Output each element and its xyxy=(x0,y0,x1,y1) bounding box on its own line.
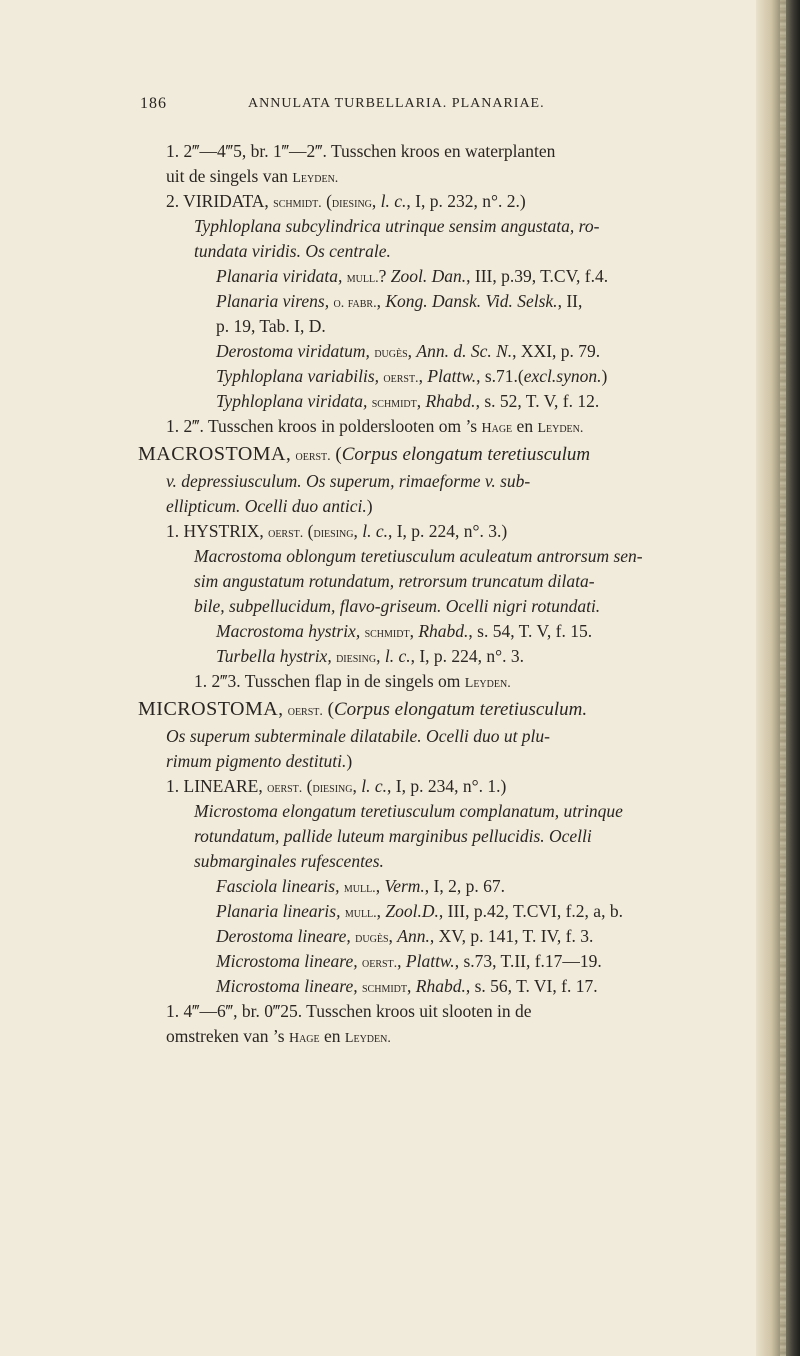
text-span: ? xyxy=(378,266,391,286)
text-span: dugès xyxy=(374,346,408,361)
text-span: 1. LINEARE, xyxy=(166,776,268,796)
text-line xyxy=(138,824,748,849)
text-span: , xyxy=(407,341,417,361)
text-span: Microstoma elongatum teretiusculum complanatum, utrinque xyxy=(194,801,623,821)
text-span: , xyxy=(371,191,381,211)
text-line xyxy=(138,849,748,874)
text-span: , xyxy=(286,444,296,465)
text-span: dugès xyxy=(355,931,389,946)
genus-heading-line xyxy=(138,439,748,469)
text-line xyxy=(138,774,748,799)
text-line xyxy=(138,139,748,164)
text-span: Microstoma lineare, xyxy=(216,976,362,996)
text-span: Os superum subterminale dilatabile. Ocelli duo ut plu- xyxy=(166,726,550,746)
text-span: ( xyxy=(321,191,332,211)
text-span: oerst. xyxy=(267,781,303,796)
text-line xyxy=(138,724,748,749)
text-span: Planaria virens, xyxy=(216,291,334,311)
text-line xyxy=(138,974,748,999)
text-span: ellipticum. Ocelli duo antici. xyxy=(166,496,367,516)
text-span: , xyxy=(388,926,398,946)
text-span: , I, p. 224, n°. 3.) xyxy=(387,521,508,541)
text-span: Rhabd. xyxy=(415,976,466,996)
body-text xyxy=(138,139,748,1049)
text-span: oerst. xyxy=(287,704,323,719)
text-line xyxy=(138,999,748,1024)
text-span: , xyxy=(407,976,416,996)
text-span: mull. xyxy=(344,906,377,921)
text-span: , s.71.( xyxy=(476,366,524,386)
text-span: ) xyxy=(366,496,373,516)
text-span: 2. VIRIDATA, xyxy=(166,191,274,211)
text-span: , s.73, T.II, f.17—19. xyxy=(454,951,602,971)
text-span: , xyxy=(376,291,386,311)
text-span: ) xyxy=(601,366,608,386)
text-span: , I, p. 224, n°. 3. xyxy=(410,646,525,666)
text-span: Macrostoma hystrix, xyxy=(216,621,365,641)
text-span: oerst. xyxy=(268,526,304,541)
text-span: Plattw. xyxy=(405,951,455,971)
text-line xyxy=(138,569,748,594)
text-span: diesing xyxy=(312,781,353,796)
text-span: ( xyxy=(302,776,313,796)
text-span: , I, p. 234, n°. 1.) xyxy=(387,776,507,796)
text-span: uit de singels van xyxy=(166,166,293,186)
text-span: Leyden. xyxy=(464,676,511,691)
text-span: Kong. Dansk. Vid. Selsk. xyxy=(385,291,558,311)
text-line xyxy=(138,644,748,669)
text-line xyxy=(138,264,748,289)
text-span: Rhabd. xyxy=(425,391,476,411)
text-line xyxy=(138,314,748,339)
text-span: schmidt xyxy=(364,626,410,641)
text-line xyxy=(138,494,748,519)
text-span: , s. 52, T. V, f. 12. xyxy=(475,391,600,411)
text-span: , XV, p. 141, T. IV, f. 3. xyxy=(429,926,594,946)
text-line xyxy=(138,799,748,824)
text-span: l. c. xyxy=(384,646,411,666)
text-span: diesing xyxy=(331,196,372,211)
text-span: en xyxy=(319,1026,345,1046)
text-span: schmidt xyxy=(371,396,417,411)
text-line xyxy=(138,669,748,694)
text-line xyxy=(138,364,748,389)
text-span: schmidt xyxy=(361,981,407,996)
text-span: mull. xyxy=(343,881,376,896)
text-span: l. c. xyxy=(361,776,387,796)
text-span: en xyxy=(512,416,538,436)
text-span: Plattw. xyxy=(427,366,477,386)
text-span: oerst. xyxy=(361,956,398,971)
text-span: , xyxy=(375,876,385,896)
text-span: diesing xyxy=(336,651,377,666)
text-span: oerst. xyxy=(383,371,419,386)
text-line xyxy=(138,339,748,364)
text-span: 1. 2‴. Tusschen kroos in polderslooten om ’s xyxy=(166,416,482,436)
text-span: , xyxy=(376,646,385,666)
text-span: Leyden. xyxy=(292,171,339,186)
text-span: Microstoma lineare, xyxy=(216,951,362,971)
text-span: Typhloplana viridata, xyxy=(216,391,372,411)
text-span: Zool. Dan. xyxy=(390,266,467,286)
text-span: ) xyxy=(346,751,353,771)
text-span: Hage xyxy=(481,421,513,436)
text-line xyxy=(138,899,748,924)
text-span: bile, subpellucidum, flavo-griseum. Ocelli nigri rotundati. xyxy=(194,596,601,616)
text-line xyxy=(138,544,748,569)
text-span: Typhloplana subcylindrica utrinque sensim angustata, ro- xyxy=(194,216,600,236)
text-span: mull. xyxy=(346,271,379,286)
text-line xyxy=(138,189,748,214)
text-line xyxy=(138,874,748,899)
text-line xyxy=(138,924,748,949)
text-span: , xyxy=(418,366,428,386)
text-span: Typhloplana variabilis, xyxy=(216,366,384,386)
text-span: Leyden. xyxy=(537,421,584,436)
text-span: p. 19, Tab. I, D. xyxy=(216,316,326,336)
text-line xyxy=(138,414,748,439)
text-span: o. fabr. xyxy=(333,296,377,311)
running-title: ANNULATA TURBELLARIA. PLANARIAE. xyxy=(248,96,545,111)
text-span: Derostoma lineare, xyxy=(216,926,356,946)
text-line xyxy=(138,594,748,619)
text-span: , xyxy=(397,951,406,971)
text-span: MACROSTOMA xyxy=(138,443,286,465)
binding-strip xyxy=(780,0,786,1356)
text-span: 1. 2‴—4‴5, br. 1‴—2‴. Tusschen kroos en waterplanten xyxy=(166,141,556,161)
text-span: 1. HYSTRIX, xyxy=(166,521,269,541)
text-line xyxy=(138,289,748,314)
text-span: , I, 2, p. 67. xyxy=(424,876,505,896)
text-span: Planaria linearis, xyxy=(216,901,345,921)
text-line xyxy=(138,749,748,774)
text-span: Turbella hystrix, xyxy=(216,646,337,666)
text-span: Verm. xyxy=(384,876,425,896)
text-span: schmidt. xyxy=(273,196,322,211)
page-gutter-shadow xyxy=(756,0,800,1356)
text-span: , xyxy=(353,521,363,541)
text-span: Ann. xyxy=(397,926,430,946)
running-header xyxy=(140,95,730,119)
text-line xyxy=(138,619,748,644)
text-span: MICROSTOMA xyxy=(138,698,279,720)
text-span: Zool.D. xyxy=(385,901,439,921)
text-span: Derostoma viridatum, xyxy=(216,341,375,361)
text-span: Hage xyxy=(288,1031,320,1046)
text-span: Ann. d. Sc. N. xyxy=(416,341,513,361)
text-line xyxy=(138,519,748,544)
text-span: l. c. xyxy=(362,521,388,541)
text-span: ( xyxy=(303,521,314,541)
text-span: , XXI, p. 79. xyxy=(512,341,601,361)
text-line xyxy=(138,1024,748,1049)
text-span: Rhabd. xyxy=(418,621,469,641)
text-span: Fasciola linearis, xyxy=(216,876,344,896)
text-span: diesing xyxy=(313,526,354,541)
text-span: , III, p.42, T.CVI, f.2, a, b. xyxy=(438,901,623,921)
text-span: oerst. xyxy=(295,449,331,464)
text-span: , xyxy=(278,699,288,720)
text-span: Planaria viridata, xyxy=(216,266,347,286)
text-span: rimum pigmento destituti. xyxy=(166,751,347,771)
text-span: , I, p. 232, n°. 2.) xyxy=(406,191,526,211)
text-span: sim angustatum rotundatum, retrorsum truncatum dilata- xyxy=(194,571,595,591)
text-span: rotundatum, pallide luteum marginibus pellucidis. Ocelli xyxy=(194,826,592,846)
text-span: ( xyxy=(330,444,342,465)
text-span: excl.synon. xyxy=(523,366,602,386)
text-span: , xyxy=(416,391,426,411)
text-span: 1. 4‴—6‴, br. 0‴25. Tusschen kroos uit slooten in de xyxy=(166,1001,532,1021)
text-span: , xyxy=(376,901,386,921)
text-line xyxy=(138,164,748,189)
text-line xyxy=(138,239,748,264)
text-span: , III, p.39, T.CV, f.4. xyxy=(466,266,609,286)
text-line xyxy=(138,389,748,414)
text-span: ( xyxy=(322,699,334,720)
text-span: Corpus elongatum teretiusculum xyxy=(341,444,591,465)
text-span: v. depressiusculum. Os superum, rimaeforme v. sub- xyxy=(166,471,531,491)
genus-heading-line xyxy=(138,694,748,724)
text-span: tundata viridis. Os centrale. xyxy=(194,241,391,261)
text-span: 1. 2‴3. Tusschen flap in de singels om xyxy=(194,671,465,691)
text-line xyxy=(138,469,748,494)
text-span: , s. 54, T. V, f. 15. xyxy=(468,621,593,641)
page-number: 186 xyxy=(140,95,167,112)
text-line xyxy=(138,214,748,239)
text-span: , xyxy=(352,776,362,796)
text-span: submarginales rufescentes. xyxy=(194,851,384,871)
text-line xyxy=(138,949,748,974)
text-span: Corpus elongatum teretiusculum. xyxy=(333,699,588,720)
text-span: Leyden. xyxy=(344,1031,391,1046)
text-span: omstreken van ’s xyxy=(166,1026,289,1046)
text-span: l. c. xyxy=(380,191,407,211)
text-span: , s. 56, T. VI, f. 17. xyxy=(465,976,598,996)
text-span: , II, xyxy=(557,291,583,311)
text-span: Macrostoma oblongum teretiusculum aculeatum antrorsum sen- xyxy=(194,546,643,566)
text-span: , xyxy=(409,621,419,641)
